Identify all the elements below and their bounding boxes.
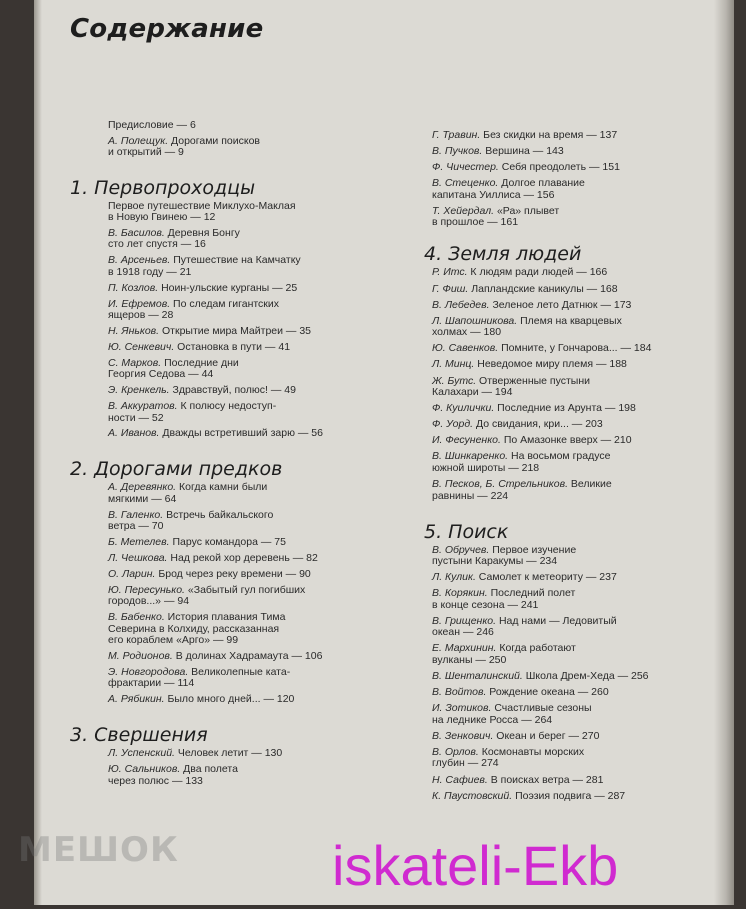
toc-entry-text: Когда работают вулканы — 250: [432, 642, 576, 666]
toc-entry-author: В. Бабенко.: [108, 611, 165, 624]
toc-entry: [70, 120, 390, 132]
toc-entry: [430, 162, 710, 174]
toc-entry: [70, 326, 390, 338]
toc-entry: [70, 401, 390, 424]
toc-entry-text: Путешествие на Камчатку в 1918 году — 21: [108, 254, 301, 278]
toc-entry-author: Э. Новгородова.: [108, 665, 189, 678]
toc-entry-author: В. Арсеньев.: [108, 254, 171, 267]
toc-entry: [70, 342, 390, 354]
toc-entry-author: Л. Шапошникова.: [432, 314, 518, 327]
toc-entry-author: В. Шенталинский.: [432, 670, 523, 683]
toc-entry-text: Поэзия подвига — 287: [512, 789, 626, 802]
toc-entry-text: Два полета через полюс — 133: [108, 763, 238, 787]
toc-entry-text: По Амазонке вверх — 210: [500, 434, 632, 447]
toc-entry: [70, 283, 390, 295]
toc-entry-text: До свидания, кри... — 203: [473, 418, 603, 431]
toc-entry: [70, 136, 390, 159]
page-title: Содержание: [70, 14, 264, 44]
toc-entry: [430, 731, 710, 743]
toc-entry-author: Г. Травин.: [432, 129, 481, 141]
toc-entry: [70, 553, 390, 565]
toc-entry-author: С. Марков.: [108, 356, 162, 369]
toc-entry-author: В. Пучков.: [432, 145, 483, 158]
toc-entry: [430, 284, 710, 296]
toc-entry-text: Человек летит — 130: [174, 747, 283, 760]
toc-entry: [430, 775, 710, 787]
toc-entry-text: Предисловие — 6: [108, 119, 196, 131]
toc-entry: [430, 359, 710, 371]
toc-entry-text: По следам гигантских ящеров — 28: [108, 297, 280, 322]
toc-entry-text: Первое изучение пустыни Каракумы — 234: [432, 543, 577, 568]
toc-entry-text: Дорогами поисков и открытий — 9: [108, 134, 260, 158]
toc-entry: [430, 572, 710, 584]
section-title: 4. Земля людей: [424, 243, 582, 266]
toc-entry: [430, 419, 710, 431]
toc-entry: [430, 791, 710, 803]
toc-entry-author: Е. Мархинин.: [432, 642, 497, 655]
toc-entry-author: Л. Чешкова.: [108, 551, 168, 564]
toc-entry: [70, 537, 390, 549]
toc-entry-text: «Ра» плывет в прошлое — 161: [432, 204, 560, 229]
toc-entry-author: Л. Кулик.: [432, 571, 476, 584]
toc-entry-author: В. Песков, Б. Стрельников.: [432, 478, 568, 490]
toc-entry-text: Последние дни Георгия Седова — 44: [108, 356, 239, 381]
toc-entry-text: Последние из Арунта — 198: [494, 402, 636, 415]
toc-entry: [70, 585, 390, 608]
toc-entry-author: В. Орлов.: [432, 745, 479, 758]
toc-entry-author: О. Ларин.: [108, 567, 156, 580]
toc-entry: [70, 694, 390, 706]
toc-entry-text: Самолет к метеориту — 237: [475, 571, 617, 584]
toc-entry-author: В. Войтов.: [432, 686, 487, 699]
toc-entry: [70, 385, 390, 397]
toc-entry-text: Над нами — Ледовитый океан — 246: [432, 614, 617, 639]
toc-entry: [430, 451, 710, 474]
section-title: 2. Дорогами предков: [70, 458, 283, 481]
toc-entry-text: Остановка в пути — 41: [174, 340, 291, 353]
toc-entry-author: И. Ефремов.: [108, 297, 171, 310]
toc-entry: [70, 299, 390, 322]
toc-entry: [430, 588, 710, 611]
toc-entry-text: Встречь байкальского ветра — 70: [108, 508, 274, 533]
toc-entry-author: А. Рябикин.: [108, 693, 165, 706]
toc-entry: [70, 201, 390, 224]
toc-entry-author: А. Иванов.: [108, 427, 160, 440]
page-fold: [714, 0, 734, 905]
toc-entry-author: В. Грищенко.: [432, 614, 497, 627]
toc-entry: [430, 747, 710, 770]
toc-entry-text: Великолепные ката- фрактарии — 114: [108, 665, 291, 690]
toc-entry-author: Н. Яньков.: [108, 324, 160, 337]
left-column: [70, 120, 390, 805]
toc-entry: [430, 376, 710, 399]
toc-entry-author: В. Корякин.: [432, 587, 488, 600]
toc-entry-author: Г. Фиш.: [432, 282, 469, 295]
toc-entry: [70, 612, 390, 647]
toc-entry-text: На восьмом градусе южной широты — 218: [432, 450, 611, 474]
toc-entry: [430, 178, 710, 201]
toc-entry-text: В поисках ветра — 281: [487, 773, 604, 786]
section-title: 1. Первопроходцы: [70, 176, 256, 199]
toc-entry-text: Долгое плавание капитана Уиллиса — 156: [432, 177, 585, 201]
toc-entry-text: К полюсу недоступ- ности — 52: [108, 400, 277, 424]
toc-entry-author: Ю. Пересунько.: [108, 583, 185, 596]
toc-entry-text: Деревня Бонгу сто лет спустя — 16: [108, 226, 240, 251]
toc-entry-text: Парус командора — 75: [169, 536, 286, 549]
toc-entry: [70, 228, 390, 251]
toc-entry-text: Открытие мира Майтреи — 35: [159, 324, 311, 337]
toc-entry-text: История плавания Тима Северина в Колхиду, рассказанная его кораблем «Арго» — 99: [108, 611, 286, 647]
toc-entry-author: В. Аккуратов.: [108, 400, 178, 413]
toc-entry-author: Э. Кренкель.: [108, 384, 170, 397]
toc-entry-author: Н. Сафиев.: [432, 773, 488, 786]
toc-entry: [70, 255, 390, 278]
toc-entry-text: Когда камни были мягкими — 64: [108, 481, 268, 505]
toc-entry: [70, 748, 390, 760]
toc-entry-text: Вершина — 143: [482, 145, 564, 158]
toc-entry-text: Ноин-ульские курганы — 25: [158, 281, 298, 294]
toc-entry: [430, 545, 710, 568]
toc-entry-text: Над рекой хор деревень — 82: [167, 551, 318, 564]
toc-entry-text: Зеленое лето Датнюк — 173: [489, 298, 632, 311]
toc-entry-author: И. Зотиков.: [432, 702, 492, 715]
toc-entry-text: Великие равнины — 224: [432, 478, 612, 502]
toc-entry-author: Ю. Савенков.: [432, 342, 499, 355]
toc-entry: [430, 300, 710, 312]
toc-entry: [430, 146, 710, 158]
toc-entry-author: В. Басилов.: [108, 226, 165, 239]
toc-entry: [430, 267, 710, 279]
toc-entry: [430, 479, 710, 502]
toc-entry: [430, 435, 710, 447]
toc-entry-text: Брод через реку времени — 90: [155, 567, 311, 580]
right-column: [424, 129, 710, 821]
toc-entry: [430, 671, 710, 683]
toc-entry: [430, 130, 710, 142]
toc-entry-text: Школа Дрем-Хеда — 256: [522, 670, 649, 683]
toc-entry-author: Ю. Сальников.: [108, 763, 181, 776]
toc-entry-author: К. Паустовский.: [432, 789, 513, 802]
toc-entry-author: Ф. Уорд.: [432, 418, 474, 431]
watermark-meshok: МЕШОК: [18, 830, 179, 870]
toc-entry-text: К людям ради людей — 166: [467, 266, 608, 279]
toc-entry-text: Рождение океана — 260: [486, 686, 609, 699]
toc-entry-text: Счастливые сезоны на леднике Росса — 264: [432, 702, 592, 726]
toc-entry-author: Ж. Бутс.: [432, 374, 477, 387]
toc-entry-text: Дважды встретивший зарю — 56: [159, 427, 323, 440]
toc-entry-text: «Забытый гул погибших городов...» — 94: [108, 583, 306, 608]
toc-entry-author: В. Стеценко.: [432, 177, 499, 190]
toc-entry: [430, 316, 710, 339]
toc-entry-author: П. Козлов.: [108, 281, 159, 294]
page-edge: [34, 0, 42, 905]
toc-entry: [430, 403, 710, 415]
toc-entry-text: В долинах Хадрамаута — 106: [172, 650, 323, 663]
toc-entry-text: Было много дней... — 120: [164, 693, 295, 706]
toc-entry-text: Неведомое миру племя — 188: [474, 358, 627, 371]
toc-entry-text: Лапландские каникулы — 168: [468, 282, 618, 295]
toc-entry: [70, 651, 390, 663]
toc-entry-author: Ф. Чичестер.: [432, 161, 499, 174]
toc-entry-author: Б. Метелев.: [108, 536, 170, 549]
toc-entry-text: Себя преодолеть — 151: [498, 161, 620, 174]
toc-entry-author: Т. Хейердал.: [432, 204, 495, 217]
toc-entry-author: А. Деревянко.: [108, 481, 177, 494]
toc-entry-text: Первое путешествие Миклухо-Маклая в Новую Гвинею — 12: [108, 199, 296, 223]
toc-entry-author: В. Лебедев.: [432, 298, 490, 311]
toc-entry-text: Океан и берег — 270: [493, 729, 600, 742]
toc-entry-author: Л. Успенский.: [108, 747, 175, 760]
toc-entry: [70, 428, 390, 440]
toc-entry: [70, 358, 390, 381]
toc-entry-author: В. Обручев.: [432, 543, 490, 556]
toc-entry-author: И. Фесуненко.: [432, 434, 501, 447]
toc-entry: [70, 569, 390, 581]
toc-entry-author: В. Шинкаренко.: [432, 450, 509, 463]
toc-entry-author: А. Полещук.: [108, 134, 169, 147]
toc-entry: [430, 687, 710, 699]
toc-entry-author: Ю. Сенкевич.: [108, 340, 175, 353]
toc-entry-author: М. Родионов.: [108, 650, 173, 663]
toc-entry-text: Помните, у Гончарова... — 184: [498, 342, 652, 355]
toc-entry: [430, 643, 710, 666]
toc-entry-text: Отверженные пустыни Калахари — 194: [432, 374, 591, 399]
toc-entry-author: В. Галенко.: [108, 508, 164, 521]
toc-entry: [70, 667, 390, 690]
toc-entry: [430, 343, 710, 355]
section-title: 3. Свершения: [70, 724, 208, 747]
toc-entry-author: В. Зенкович.: [432, 729, 494, 742]
toc-entry-author: Л. Минц.: [432, 358, 475, 371]
toc-entry-text: Здравствуй, полюс! — 49: [169, 384, 296, 397]
toc-entry-author: Ф. Куилички.: [432, 402, 495, 415]
toc-entry: [70, 764, 390, 787]
toc-entry-text: Последний полет в конце сезона — 241: [432, 587, 576, 611]
section-title: 5. Поиск: [424, 520, 509, 543]
toc-entry-text: Без скидки на время — 137: [480, 129, 618, 141]
toc-entry: [430, 206, 710, 229]
toc-entry-text: Племя на кварцевых холмах — 180: [432, 314, 622, 339]
book-page: [34, 0, 734, 905]
watermark-iskateli: iskateli-Ekb: [332, 834, 619, 897]
toc-entry: [430, 616, 710, 639]
toc-entry: [70, 510, 390, 533]
toc-entry: [70, 482, 390, 505]
toc-entry: [430, 703, 710, 726]
toc-entry-author: Р. Итс.: [432, 266, 468, 279]
toc-entry-text: Космонавты морских глубин — 274: [432, 745, 585, 770]
